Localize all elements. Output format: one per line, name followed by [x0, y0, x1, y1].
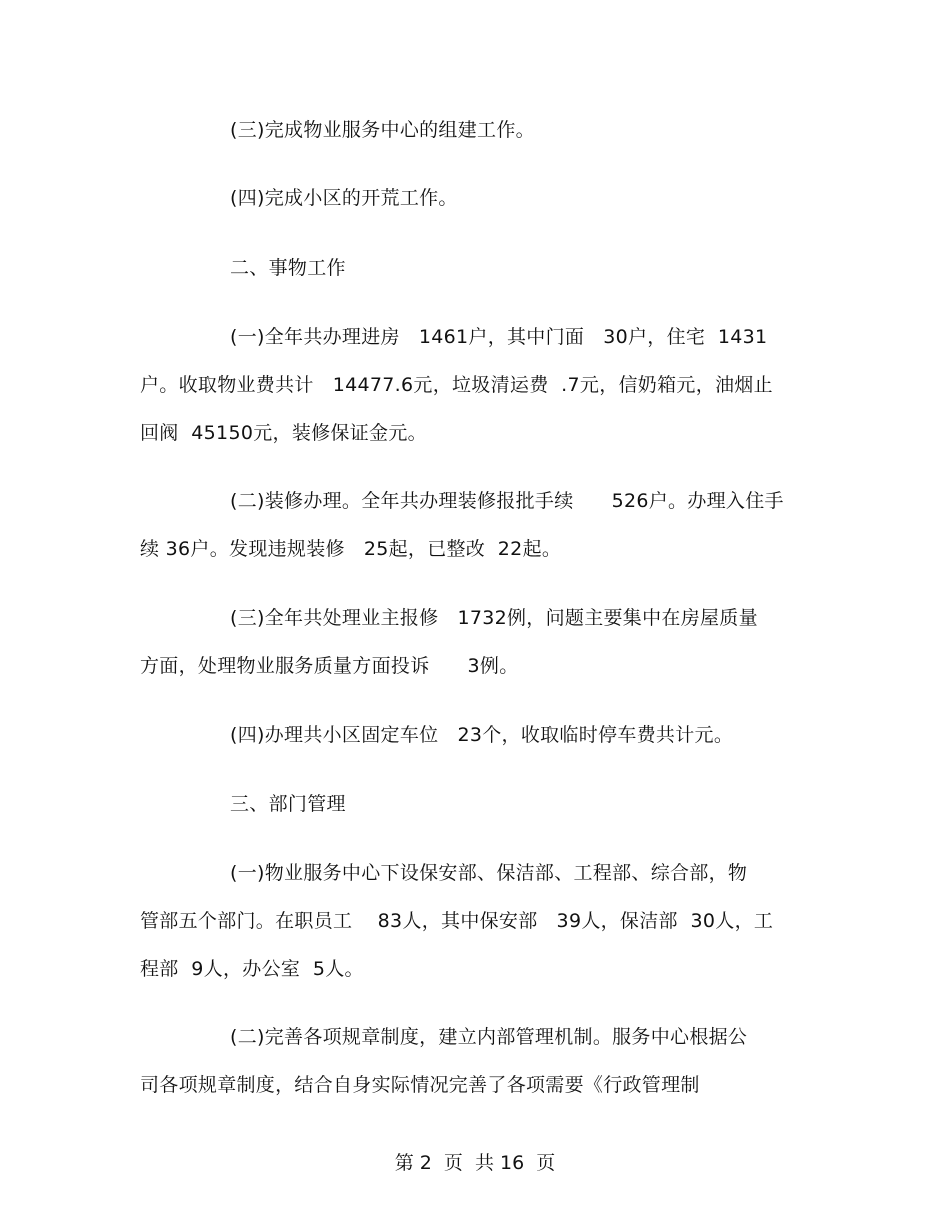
- paragraph-line: (一)物业服务中心下设保安部、保洁部、工程部、综合部，物: [230, 862, 748, 884]
- paragraph-line: 方面，处理物业服务质量方面投诉 3例。: [140, 655, 519, 677]
- paragraph-line: 回阀 45150元，装修保证金元。: [140, 422, 427, 444]
- paragraph-line: 司各项规章制度，结合自身实际情况完善了各项需要《行政管理制: [140, 1074, 700, 1096]
- paragraph-line: 程部 9人，办公室 5人。: [140, 958, 364, 980]
- paragraph-line: (四)完成小区的开荒工作。: [230, 187, 458, 209]
- paragraph-line: (二)装修办理。全年共办理装修报批手续 526户。办理入住手: [230, 490, 784, 512]
- paragraph-line: 户。收取物业费共计 14477.6元，垃圾清运费 .7元，信奶箱元，油烟止: [140, 374, 773, 396]
- page-number: 第 2 页 共 16 页: [394, 1152, 556, 1174]
- paragraph-line: (二)完善各项规章制度，建立内部管理机制。服务中心根据公: [230, 1026, 748, 1048]
- paragraph-line: 管部五个部门。在职员工 83人，其中保安部 39人，保洁部 30人，工: [140, 910, 774, 932]
- section-heading: 三、部门管理: [230, 793, 346, 815]
- section-heading: 二、事物工作: [230, 257, 346, 279]
- paragraph-line: (四)办理共小区固定车位 23个，收取临时停车费共计元。: [230, 724, 734, 746]
- paragraph-line: (三)完成物业服务中心的组建工作。: [230, 119, 535, 141]
- paragraph-line: 续 36户。发现违规装修 25起，已整改 22起。: [140, 538, 562, 560]
- paragraph-line: (三)全年共处理业主报修 1732例，问题主要集中在房屋质量: [230, 607, 758, 629]
- paragraph-line: (一)全年共办理进房 1461户，其中门面 30户，住宅 1431: [230, 326, 768, 348]
